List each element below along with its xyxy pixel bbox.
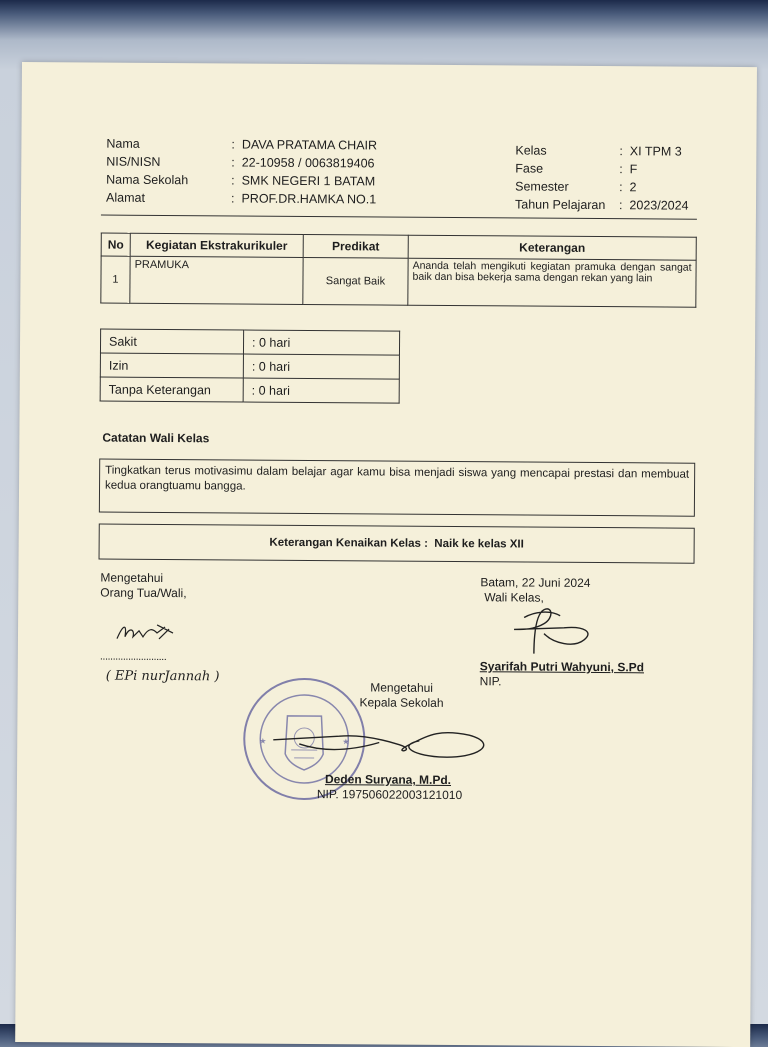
separator: : (619, 162, 623, 177)
parent-signature-icon (113, 619, 183, 647)
principal-signature-icon (269, 714, 499, 776)
semester-label: Semester (515, 179, 569, 194)
tahun-value: 2023/2024 (629, 198, 689, 213)
separator: : (231, 191, 235, 206)
place-date: Batam, 22 Juni 2024 (480, 575, 591, 590)
fase-label: Fase (515, 161, 544, 176)
homeroom-note-text: Tingkatkan terus motivasimu dalam belajar agar kamu bisa menjadi siswa yang mencapai prestasi dan membuat kedua orangtuamu bangga. (105, 464, 690, 493)
school-value: SMK NEGERI 1 BATAM (241, 173, 376, 189)
principal-name: Deden Suryana, M.Pd. (324, 772, 452, 788)
attendance-label: Izin (100, 353, 243, 378)
homeroom-nip: NIP. (479, 674, 502, 689)
promotion-box (99, 524, 695, 564)
svg-text:★: ★ (259, 736, 267, 746)
report-page (15, 62, 757, 1047)
homeroom-note-box (99, 459, 695, 517)
svg-text:★: ★ (342, 737, 350, 747)
homeroom-name-block (480, 659, 644, 690)
promotion-value: Naik ke kelas XII (434, 537, 524, 551)
table-header-cell: No (101, 233, 130, 256)
separator: : (619, 144, 623, 159)
principal-nip: NIP. 197506022003121010 (316, 787, 463, 803)
table-header-cell: Keterangan (408, 235, 696, 260)
student-info (106, 135, 377, 209)
homeroom-signature-block (480, 575, 590, 606)
row-number: 1 (101, 256, 130, 303)
name-value: DAVA PRATAMA CHAIR (241, 137, 378, 153)
nis-label: NIS/NISN (106, 154, 161, 169)
promotion-label: Keterangan Kenaikan Kelas : (269, 536, 428, 550)
table-row (100, 377, 399, 403)
attendance-table (100, 329, 401, 404)
parent-line1: Mengetahui (100, 570, 164, 585)
header-divider (101, 215, 697, 220)
school-label: Nama Sekolah (106, 172, 189, 188)
tahun-label: Tahun Pelajaran (514, 197, 606, 213)
parent-dots: .......................... (99, 650, 167, 664)
predicate: Sangat Baik (303, 257, 408, 305)
homeroom-name: Syarifah Putri Wahyuni, S.Pd (479, 659, 645, 675)
activity-note: Ananda telah mengikuti kegiatan pramuka dengan sangat baik dan bisa bekerja sama dengan rekan yang lain (408, 258, 696, 307)
separator: : (231, 155, 235, 170)
semester-value: 2 (629, 180, 637, 195)
address-value: PROF.DR.HAMKA NO.1 (241, 191, 377, 207)
principal-line1: Mengetahui (370, 680, 434, 695)
kelas-value: XI TPM 3 (629, 144, 682, 159)
principal-signature-block (351, 680, 451, 711)
table-header-cell: Predikat (303, 234, 408, 258)
parent-line2: Orang Tua/Wali, (100, 585, 187, 601)
attendance-label: Sakit (100, 329, 243, 354)
kelas-label: Kelas (515, 143, 547, 158)
homeroom-note-title: Catatan Wali Kelas (102, 430, 210, 446)
principal-line2: Kepala Sekolah (359, 695, 444, 710)
table-header-cell: Kegiatan Ekstrakurikuler (130, 233, 303, 257)
table-row (101, 256, 696, 307)
homeroom-signature-icon (504, 603, 604, 664)
separator: : (618, 198, 623, 213)
separator: : (619, 180, 623, 195)
fase-value: F (629, 162, 638, 177)
principal-name-block (317, 772, 462, 803)
activity-name: PRAMUKA (130, 256, 303, 304)
table-row (100, 353, 399, 379)
parent-signature-block (100, 571, 186, 602)
parent-handwritten-name: ( EPi nurJannah ) (105, 668, 220, 685)
attendance-value: : 0 hari (243, 330, 399, 355)
separator: : (231, 173, 235, 188)
class-info (515, 141, 689, 214)
separator: : (231, 137, 235, 152)
nis-value: 22-10958 / 0063819406 (241, 155, 375, 171)
name-label: Nama (106, 136, 140, 151)
table-row (100, 329, 399, 355)
address-label: Alamat (106, 190, 146, 205)
attendance-label: Tanpa Keterangan (100, 377, 243, 402)
attendance-value: : 0 hari (243, 354, 399, 379)
homeroom-role: Wali Kelas, (484, 590, 544, 605)
attendance-value: : 0 hari (243, 378, 399, 403)
extracurricular-table (100, 233, 696, 308)
